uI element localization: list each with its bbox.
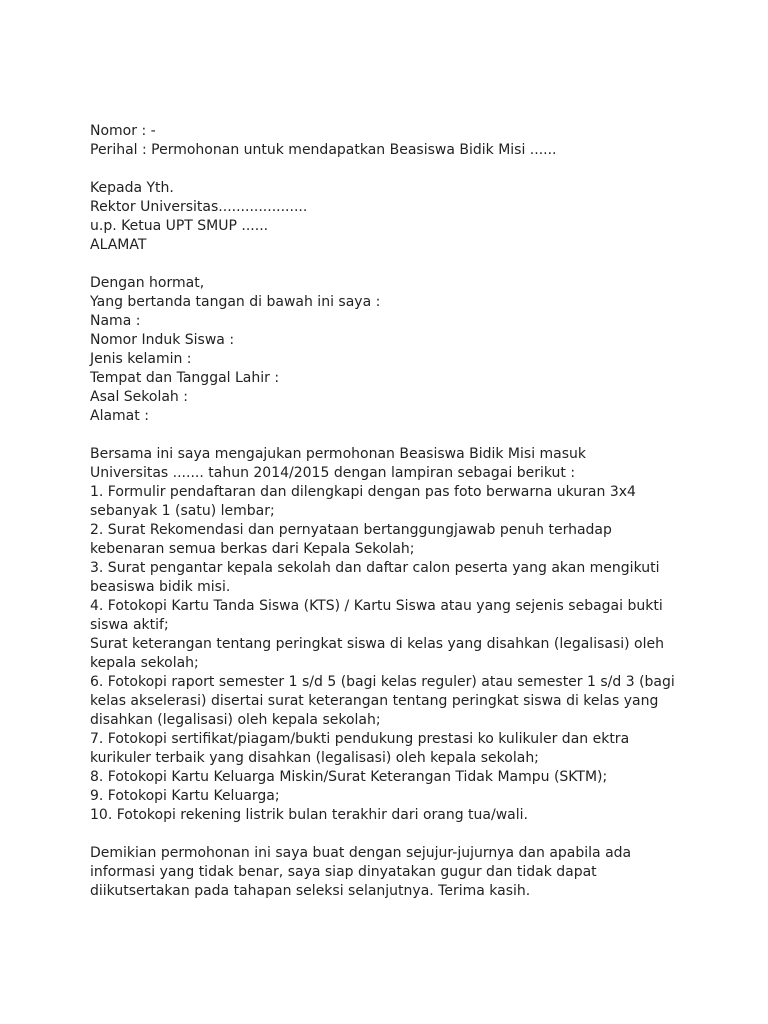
body-line: kelas akselerasi) disertai surat keterangan tentang peringkat siswa di kelas yang	[90, 693, 659, 709]
body-paragraph	[90, 445, 690, 825]
body-line: 6. Fotokopi raport semester 1 s/d 5 (bagi kelas reguler) atau semester 1 s/d 3 (bagi	[90, 674, 675, 690]
greeting-line: Dengan hormat,	[90, 275, 205, 291]
spacer	[90, 255, 690, 274]
body-line: beasiswa bidik misi.	[90, 579, 231, 595]
field-jenis-kelamin: Jenis kelamin :	[90, 351, 192, 367]
spacer	[90, 426, 690, 445]
body-line: disahkan (legalisasi) oleh kepala sekolah;	[90, 712, 381, 728]
body-line: 1. Formulir pendaftaran dan dilengkapi dengan pas foto berwarna ukuran 3x4	[90, 484, 636, 500]
field-tempat-tanggal-lahir: Tempat dan Tanggal Lahir :	[90, 370, 280, 386]
nomor-line: Nomor : -	[90, 123, 156, 139]
closing-paragraph	[90, 844, 690, 901]
body-line: 4. Fotokopi Kartu Tanda Siswa (KTS) / Kartu Siswa atau yang sejenis sebagai bukti	[90, 598, 663, 614]
body-line: Surat keterangan tentang peringkat siswa di kelas yang disahkan (legalisasi) oleh	[90, 636, 664, 652]
body-line: Universitas ....... tahun 2014/2015 dengan lampiran sebagai berikut :	[90, 465, 576, 481]
recipient-block	[90, 179, 690, 255]
body-line: siswa aktif;	[90, 617, 169, 633]
letter-header	[90, 122, 690, 160]
body-line: 3. Surat pengantar kepala sekolah dan daftar calon peserta yang akan mengikuti	[90, 560, 660, 576]
body-line: 10. Fotokopi rekening listrik bulan terakhir dari orang tua/wali.	[90, 807, 528, 823]
opening-block	[90, 274, 690, 426]
field-nomor-induk: Nomor Induk Siswa :	[90, 332, 235, 348]
body-line: kurikuler terbaik yang disahkan (legalisasi) oleh kepala sekolah;	[90, 750, 539, 766]
body-line: Bersama ini saya mengajukan permohonan Beasiswa Bidik Misi masuk	[90, 446, 587, 462]
recipient-line: ALAMAT	[90, 237, 147, 253]
recipient-line: u.p. Ketua UPT SMUP ......	[90, 218, 269, 234]
closing-line: informasi yang tidak benar, saya siap dinyatakan gugur dan tidak dapat	[90, 864, 597, 880]
closing-line: diikutsertakan pada tahapan seleksi selanjutnya. Terima kasih.	[90, 883, 531, 899]
body-line: 9. Fotokopi Kartu Keluarga;	[90, 788, 280, 804]
body-line: kebenaran semua berkas dari Kepala Sekolah;	[90, 541, 415, 557]
body-line: 8. Fotokopi Kartu Keluarga Miskin/Surat Keterangan Tidak Mampu (SKTM);	[90, 769, 608, 785]
spacer	[90, 160, 690, 179]
spacer	[90, 825, 690, 844]
perihal-line: Perihal : Permohonan untuk mendapatkan Beasiswa Bidik Misi ......	[90, 142, 557, 158]
field-alamat: Alamat :	[90, 408, 149, 424]
intro-line: Yang bertanda tangan di bawah ini saya :	[90, 294, 381, 310]
recipient-line: Kepada Yth.	[90, 180, 174, 196]
closing-line: Demikian permohonan ini saya buat dengan sejujur-jujurnya dan apabila ada	[90, 845, 632, 861]
body-line: sebanyak 1 (satu) lembar;	[90, 503, 275, 519]
recipient-line: Rektor Universitas....................	[90, 199, 308, 215]
body-line: 7. Fotokopi sertifikat/piagam/bukti pendukung prestasi ko kulikuler dan ektra	[90, 731, 630, 747]
body-line: 2. Surat Rekomendasi dan pernyataan bertanggungjawab penuh terhadap	[90, 522, 612, 538]
letter-page	[90, 122, 690, 901]
field-asal-sekolah: Asal Sekolah :	[90, 389, 188, 405]
body-line: kepala sekolah;	[90, 655, 199, 671]
field-nama: Nama :	[90, 313, 141, 329]
